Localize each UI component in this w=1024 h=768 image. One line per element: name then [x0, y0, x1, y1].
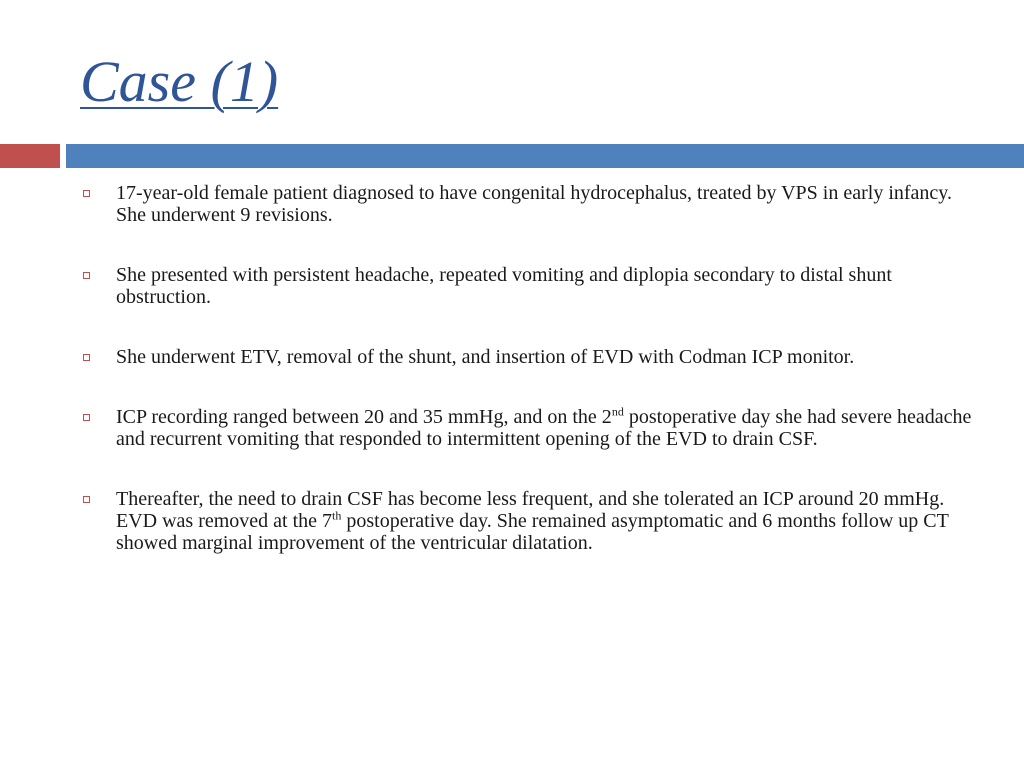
- bullet-item-4: [80, 406, 980, 450]
- bullet-text-part: ICP recording ranged between 20 and 35 mmHg, and on the 2: [116, 406, 612, 428]
- bullet-item-5: [80, 488, 980, 554]
- bullet-item-3: [80, 346, 980, 368]
- bullet-text: She presented with persistent headache, repeated vomiting and diplopia secondary to distal shunt obstruction.: [116, 264, 892, 308]
- bullet-text: [116, 488, 949, 554]
- bullet-text-part: Thereafter, the need to drain CSF has become less frequent, and she tolerated an ICP around 20 mmHg. EVD was removed at the 7: [116, 488, 945, 532]
- hollow-square-bullet-icon: [83, 190, 90, 197]
- ordinal-suffix: th: [332, 508, 342, 523]
- title-divider-red-block: [0, 144, 60, 168]
- bullet-item-1: [80, 182, 980, 226]
- bullet-text-part: postoperative day. She remained asymptomatic and 6 months follow up CT showed marginal improvement of the ventricular dilatation.: [116, 510, 949, 554]
- hollow-square-bullet-icon: [83, 272, 90, 279]
- bullet-text: She underwent ETV, removal of the shunt, and insertion of EVD with Codman ICP monitor.: [116, 346, 855, 368]
- hollow-square-bullet-icon: [83, 496, 90, 503]
- slide-title: Case (1): [80, 49, 279, 114]
- ordinal-suffix: nd: [611, 404, 624, 419]
- title-divider-blue-bar: [66, 144, 1024, 168]
- hollow-square-bullet-icon: [83, 414, 90, 421]
- bullet-text: 17-year-old female patient diagnosed to have congenital hydrocephalus, treated by VPS in early infancy. She underwent 9 revisions.: [116, 182, 952, 226]
- bullet-item-2: [80, 264, 980, 308]
- bullet-text: [116, 406, 971, 450]
- bullet-list: [80, 182, 980, 592]
- hollow-square-bullet-icon: [83, 354, 90, 361]
- bullet-text-part: postoperative day she had severe headache and recurrent vomiting that responded to intermittent opening of the EVD to drain CSF.: [116, 406, 972, 450]
